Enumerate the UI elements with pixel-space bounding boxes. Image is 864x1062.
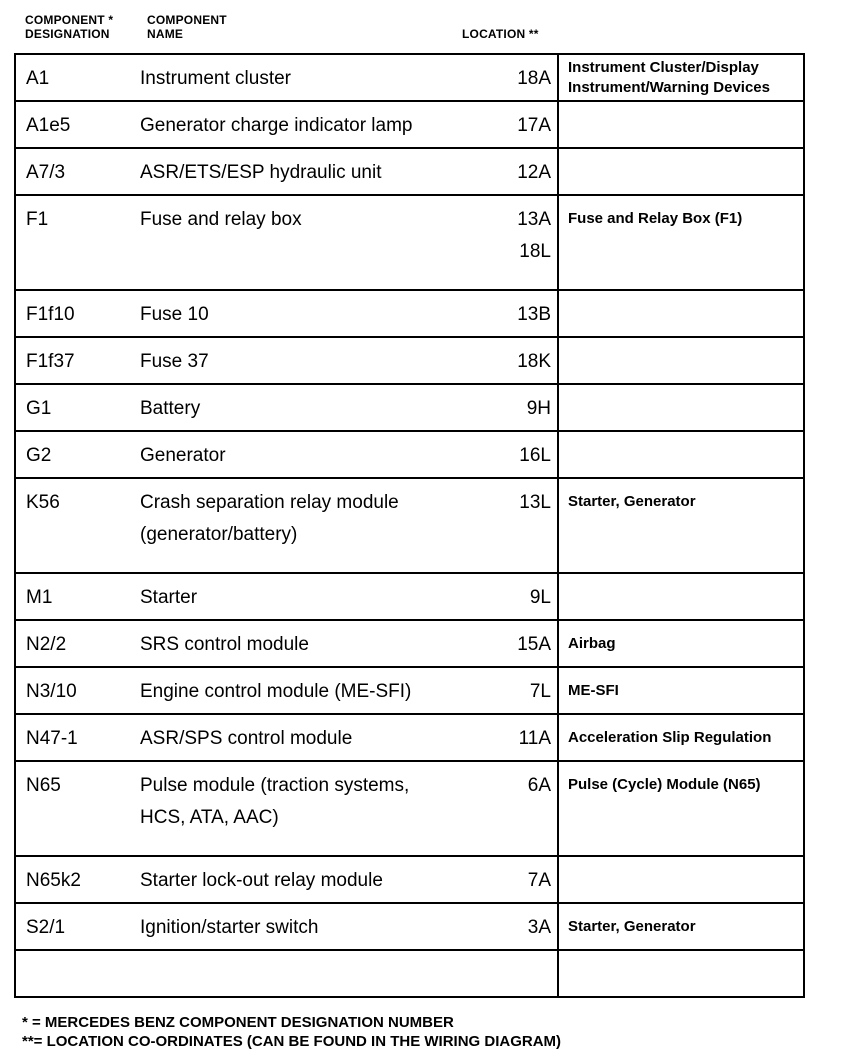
wiring-diagram-reference bbox=[558, 761, 804, 856]
empty-cell bbox=[470, 950, 558, 997]
location-value: 7A bbox=[527, 870, 551, 891]
table-row bbox=[15, 761, 804, 856]
component-name-line: (generator/battery) bbox=[140, 524, 298, 545]
column-header-location: LOCATION ** bbox=[462, 27, 539, 41]
component-name-line: Instrument cluster bbox=[140, 68, 291, 89]
header-designation-line1: COMPONENT * bbox=[25, 13, 114, 27]
location-coordinate bbox=[470, 856, 558, 903]
location-value: 6A bbox=[527, 775, 551, 796]
table-row bbox=[15, 620, 804, 667]
wiring-diagram-reference bbox=[558, 384, 804, 431]
component-name-line: SRS control module bbox=[140, 634, 309, 655]
component-designation: A7/3 bbox=[15, 148, 140, 195]
table-row bbox=[15, 856, 804, 903]
footnote-designation: * = MERCEDES BENZ COMPONENT DESIGNATION NUMBER bbox=[22, 1014, 454, 1031]
wiring-diagram-reference bbox=[558, 337, 804, 384]
location-coordinate bbox=[470, 290, 558, 337]
footnote-location: **= LOCATION CO-ORDINATES (CAN BE FOUND IN THE WIRING DIAGRAM) bbox=[22, 1033, 562, 1050]
component-designation: N65k2 bbox=[15, 856, 140, 903]
component-name bbox=[140, 54, 470, 101]
reference-line: Acceleration Slip Regulation bbox=[568, 729, 772, 746]
location-value: 11A bbox=[518, 728, 551, 749]
location-coordinate bbox=[470, 101, 558, 148]
column-header-designation bbox=[25, 13, 140, 41]
header-designation-line2: DESIGNATION bbox=[25, 27, 110, 41]
location-coordinate bbox=[470, 54, 558, 101]
location-coordinate bbox=[470, 148, 558, 195]
wiring-diagram-reference bbox=[558, 620, 804, 667]
location-value: 18A bbox=[517, 68, 551, 89]
component-name-line: Starter bbox=[140, 587, 198, 608]
component-name bbox=[140, 337, 470, 384]
table-row bbox=[15, 667, 804, 714]
component-name-line: HCS, ATA, AAC) bbox=[140, 807, 279, 828]
component-designation: K56 bbox=[15, 478, 140, 573]
wiring-diagram-reference bbox=[558, 478, 804, 573]
empty-cell bbox=[140, 950, 470, 997]
component-name bbox=[140, 478, 470, 573]
component-name-line: ASR/SPS control module bbox=[140, 728, 353, 749]
component-name bbox=[140, 620, 470, 667]
component-table bbox=[14, 53, 805, 998]
component-name-line: Starter lock-out relay module bbox=[140, 870, 383, 891]
location-coordinate bbox=[470, 384, 558, 431]
component-designation: G1 bbox=[15, 384, 140, 431]
component-designation: A1e5 bbox=[15, 101, 140, 148]
reference-line: Instrument Cluster/Display bbox=[568, 59, 759, 76]
component-designation: F1f10 bbox=[15, 290, 140, 337]
component-name bbox=[140, 903, 470, 950]
reference-line: Starter, Generator bbox=[568, 493, 696, 510]
component-designation: F1 bbox=[15, 195, 140, 290]
component-name-line: Engine control module (ME-SFI) bbox=[140, 681, 412, 702]
location-coordinate bbox=[470, 431, 558, 478]
table-row bbox=[15, 384, 804, 431]
component-name bbox=[140, 573, 470, 620]
reference-line: Pulse (Cycle) Module (N65) bbox=[568, 776, 761, 793]
component-name bbox=[140, 714, 470, 761]
component-name bbox=[140, 431, 470, 478]
component-designation: A1 bbox=[15, 54, 140, 101]
component-designation: F1f37 bbox=[15, 337, 140, 384]
location-value: 3A bbox=[527, 917, 551, 938]
component-name bbox=[140, 148, 470, 195]
component-name-line: Ignition/starter switch bbox=[140, 917, 319, 938]
wiring-diagram-reference bbox=[558, 903, 804, 950]
column-header-name bbox=[147, 13, 297, 41]
location-coordinate bbox=[470, 761, 558, 856]
component-designation: G2 bbox=[15, 431, 140, 478]
component-designation: N3/10 bbox=[15, 667, 140, 714]
table-row bbox=[15, 195, 804, 290]
reference-line: Airbag bbox=[568, 635, 616, 652]
table-row bbox=[15, 101, 804, 148]
component-name-line: Fuse 10 bbox=[140, 304, 209, 325]
wiring-diagram-reference bbox=[558, 54, 804, 101]
table-row bbox=[15, 290, 804, 337]
component-name bbox=[140, 761, 470, 856]
component-name-line: Fuse and relay box bbox=[140, 209, 302, 230]
table-row-empty bbox=[15, 950, 804, 997]
table-row bbox=[15, 903, 804, 950]
component-name bbox=[140, 101, 470, 148]
component-name-line: Generator charge indicator lamp bbox=[140, 115, 413, 136]
location-value: 18L bbox=[519, 241, 551, 262]
location-value: 13A bbox=[517, 209, 551, 230]
wiring-diagram-reference bbox=[558, 667, 804, 714]
location-coordinate bbox=[470, 667, 558, 714]
location-value: 18K bbox=[517, 351, 551, 372]
wiring-diagram-reference bbox=[558, 714, 804, 761]
location-coordinate bbox=[470, 620, 558, 667]
component-name-line: Battery bbox=[140, 398, 201, 419]
component-name bbox=[140, 667, 470, 714]
component-name bbox=[140, 290, 470, 337]
component-designation: M1 bbox=[15, 573, 140, 620]
location-value: 7L bbox=[529, 681, 551, 702]
component-name bbox=[140, 195, 470, 290]
table-row bbox=[15, 54, 804, 101]
component-designation: N47-1 bbox=[15, 714, 140, 761]
component-name-line: Generator bbox=[140, 445, 226, 466]
table-row bbox=[15, 478, 804, 573]
table-row bbox=[15, 337, 804, 384]
empty-cell bbox=[15, 950, 140, 997]
header-name-line2: NAME bbox=[147, 27, 184, 41]
header-name-line1: COMPONENT bbox=[147, 13, 227, 27]
location-coordinate bbox=[470, 478, 558, 573]
wiring-diagram-reference bbox=[558, 290, 804, 337]
location-value: 16L bbox=[519, 445, 551, 466]
wiring-diagram-reference bbox=[558, 101, 804, 148]
reference-line: Starter, Generator bbox=[568, 918, 696, 935]
location-coordinate bbox=[470, 195, 558, 290]
wiring-diagram-reference bbox=[558, 431, 804, 478]
location-coordinate bbox=[470, 337, 558, 384]
component-name bbox=[140, 856, 470, 903]
wiring-diagram-reference bbox=[558, 195, 804, 290]
empty-cell bbox=[558, 950, 804, 997]
component-name bbox=[140, 384, 470, 431]
reference-line: ME-SFI bbox=[568, 682, 619, 699]
wiring-diagram-reference bbox=[558, 856, 804, 903]
wiring-diagram-reference bbox=[558, 148, 804, 195]
component-designation: N2/2 bbox=[15, 620, 140, 667]
location-coordinate bbox=[470, 573, 558, 620]
component-name-line: Pulse module (traction systems, bbox=[140, 775, 410, 796]
location-value: 13B bbox=[517, 304, 551, 325]
location-value: 15A bbox=[517, 634, 551, 655]
location-value: 13L bbox=[519, 492, 551, 513]
table-row bbox=[15, 573, 804, 620]
location-value: 12A bbox=[517, 162, 551, 183]
reference-line: Fuse and Relay Box (F1) bbox=[568, 210, 743, 227]
location-value: 17A bbox=[517, 115, 551, 136]
location-coordinate bbox=[470, 903, 558, 950]
location-coordinate bbox=[470, 714, 558, 761]
location-value: 9L bbox=[529, 587, 551, 608]
table-row bbox=[15, 431, 804, 478]
component-name-line: Crash separation relay module bbox=[140, 492, 399, 513]
location-value: 9H bbox=[526, 398, 551, 419]
component-name-line: Fuse 37 bbox=[140, 351, 209, 372]
component-name-line: ASR/ETS/ESP hydraulic unit bbox=[140, 162, 382, 183]
table-row bbox=[15, 714, 804, 761]
component-designation: N65 bbox=[15, 761, 140, 856]
wiring-diagram-reference bbox=[558, 573, 804, 620]
table-row bbox=[15, 148, 804, 195]
component-designation: S2/1 bbox=[15, 903, 140, 950]
reference-line: Instrument/Warning Devices bbox=[568, 79, 770, 96]
